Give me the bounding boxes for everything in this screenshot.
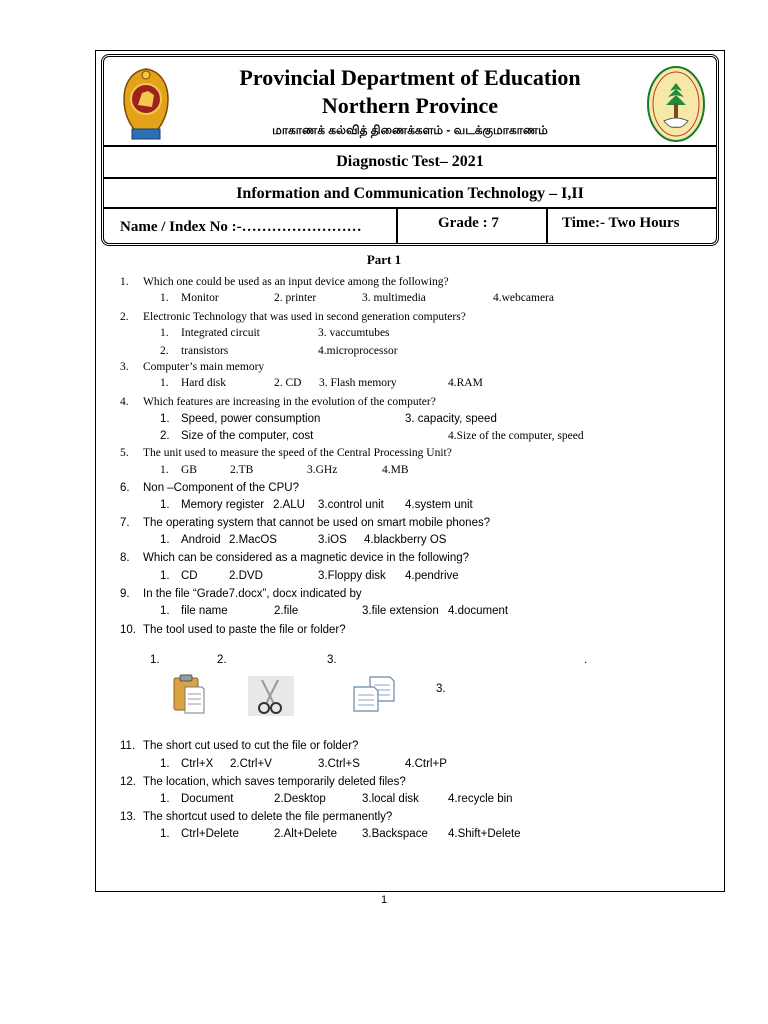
option: 2. printer (274, 292, 317, 304)
option-num: 1. (160, 534, 170, 546)
header-divider (104, 177, 716, 179)
header-title-line1: Provincial Department of Education (239, 65, 581, 90)
test-title: Diagnostic Test– 2021 (336, 153, 484, 170)
cell-divider (396, 207, 398, 243)
question-10: 10. The tool used to paste the file or folder? (120, 624, 346, 636)
subject-title: Information and Communication Technology – I,II (236, 185, 584, 202)
option: Integrated circuit (181, 327, 260, 339)
question-11: 11. The short cut used to cut the file or folder? (120, 740, 359, 752)
header-title-line2: Northern Province (321, 93, 499, 118)
header-tamil-line: மாகாணக் கல்வித் திணைக்களம் - வடக்குமாகாணம் (272, 123, 548, 137)
option: 3.iOS (318, 534, 347, 546)
option: 4.microprocessor (318, 345, 398, 357)
option: Android (181, 534, 221, 546)
cell-divider (546, 207, 548, 243)
question-12: 12. The location, which saves temporarily deleted files? (120, 776, 406, 788)
option: Monitor (181, 292, 219, 304)
option: 3.Floppy disk (318, 570, 386, 582)
option-dot: . (584, 654, 588, 666)
option-num: 2. (217, 654, 227, 666)
header-divider (104, 145, 716, 147)
option: Ctrl+X (181, 758, 214, 770)
option-num: 1. (150, 654, 160, 666)
option: Memory register (181, 499, 265, 511)
option: 2.Ctrl+V (230, 758, 272, 770)
option: 4.webcamera (493, 292, 554, 304)
option-num: 1. (160, 377, 169, 389)
option: 2.TB (230, 464, 254, 476)
option-num: 1. (160, 758, 170, 770)
option: 3. capacity, speed (405, 413, 497, 425)
option: transistors (181, 345, 229, 357)
grade-label: Grade : 7 (438, 215, 499, 231)
option: 3. multimedia (362, 292, 426, 304)
option-num: 1. (160, 292, 169, 304)
option: Ctrl+Delete (181, 828, 239, 840)
question-2: 2. Electronic Technology that was used in second generation computers? (120, 311, 466, 323)
question-8: 8. Which can be considered as a magnetic device in the following? (120, 552, 470, 564)
option: 4.Size of the computer, speed (448, 430, 584, 442)
option: 4.pendrive (405, 570, 459, 582)
option-num: 1. (160, 605, 170, 617)
name-index-field: Name / Index No :-…………………… (120, 219, 362, 235)
option: 4.system unit (405, 499, 473, 511)
question-5: 5. The unit used to measure the speed of the Central Processing Unit? (120, 447, 452, 459)
page-number: 1 (380, 894, 388, 906)
option: 3.GHz (307, 464, 338, 476)
option-num: 1. (160, 327, 169, 339)
option: 2.DVD (229, 570, 263, 582)
option: Size of the computer, cost (181, 430, 314, 442)
question-4: 4. Which features are increasing in the evolution of the computer? (120, 396, 436, 408)
option-num: 1. (160, 793, 170, 805)
option: 2. CD (274, 377, 302, 389)
option: 3.Ctrl+S (318, 758, 360, 770)
option: 4.recycle bin (448, 793, 513, 805)
option-num: 1. (160, 413, 170, 425)
option: CD (181, 570, 198, 582)
clipboard-icon (172, 673, 206, 715)
part-title: Part 1 (366, 252, 402, 267)
option: Document (181, 793, 234, 805)
option-num: 2. (160, 345, 169, 357)
option: 3. vaccumtubes (318, 327, 390, 339)
option: 3.file extension (362, 605, 439, 617)
option-num: 3. (327, 654, 337, 666)
option: 4.RAM (448, 377, 483, 389)
option: 3.Backspace (362, 828, 428, 840)
option: 4.MB (382, 464, 409, 476)
option: GB (181, 464, 197, 476)
option: 4.Ctrl+P (405, 758, 447, 770)
provincial-logo-icon (646, 65, 706, 143)
scissors-icon (248, 676, 294, 716)
option: 3.control unit (318, 499, 384, 511)
option: 4.blackberry OS (364, 534, 447, 546)
option: Speed, power consumption (181, 413, 321, 425)
option: 4.document (448, 605, 509, 617)
question-9: 9. In the file “Grade7.docx”, docx indicated by (120, 588, 362, 600)
time-label: Time:- Two Hours (562, 215, 680, 231)
option-num: 1. (160, 464, 169, 476)
option: 2.Alt+Delete (274, 828, 337, 840)
option: 4.Shift+Delete (448, 828, 521, 840)
question-7: 7. The operating system that cannot be used on smart mobile phones? (120, 517, 491, 529)
option-num: 1. (160, 499, 170, 511)
copy-icon (352, 675, 398, 713)
header-box (101, 54, 719, 246)
header-divider (104, 207, 716, 209)
option-num: 2. (160, 430, 170, 442)
option: 2.ALU (273, 499, 305, 511)
option: Hard disk (181, 377, 227, 389)
option: file name (181, 605, 228, 617)
question-3: 3. Computer’s main memory (120, 361, 265, 373)
option-num: 1. (160, 828, 170, 840)
option: 3. Flash memory (319, 377, 397, 389)
option: 2.file (274, 605, 299, 617)
question-6: 6. Non –Component of the CPU? (120, 482, 299, 494)
option: 3.local disk (362, 793, 419, 805)
option: 2.MacOS (229, 534, 277, 546)
question-13: 13. The shortcut used to delete the file permanently? (120, 811, 393, 823)
option-num: 3. (436, 683, 446, 695)
question-1: 1. Which one could be used as an input device among the following? (120, 276, 449, 288)
option: 2.Desktop (274, 793, 326, 805)
option-num: 1. (160, 570, 170, 582)
